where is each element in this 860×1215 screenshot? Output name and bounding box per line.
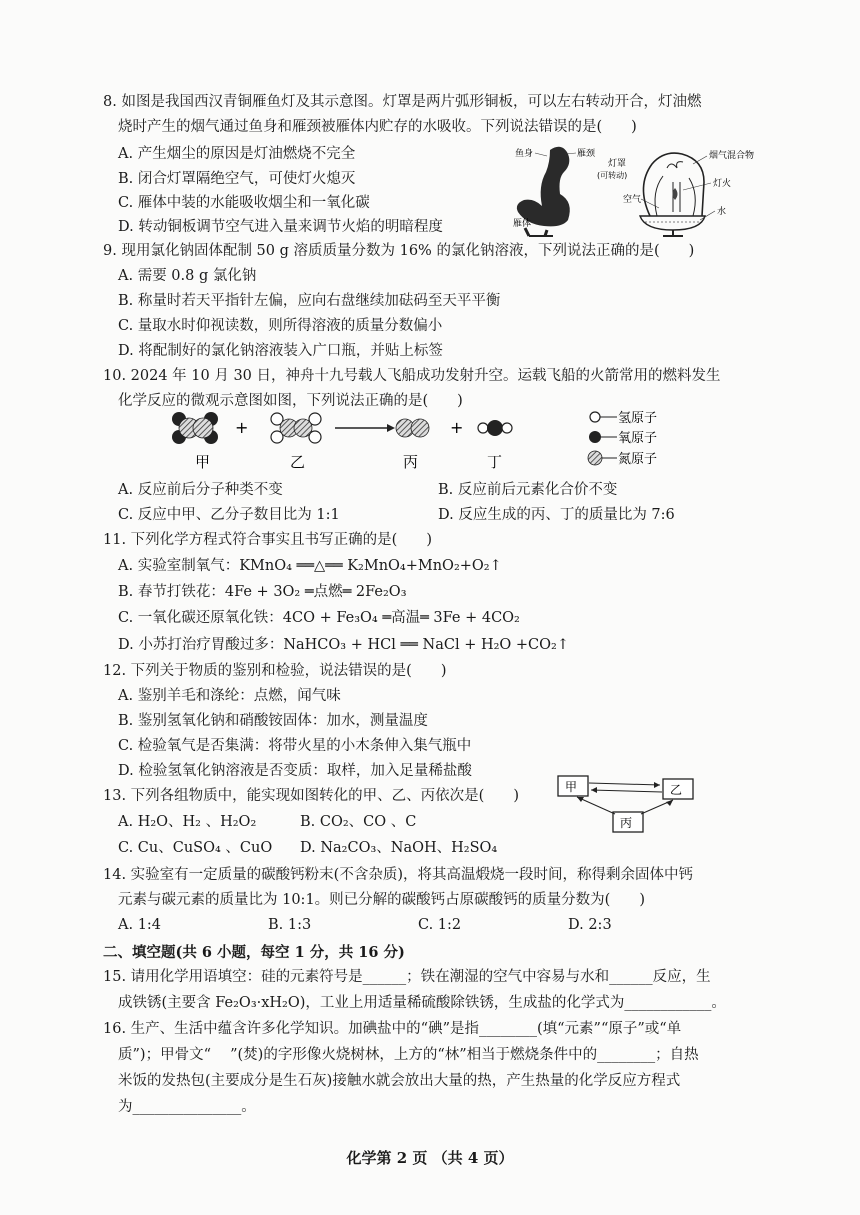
q14-option-d: D. 2:3 (568, 917, 612, 933)
q9-option-a: A. 需要 0.8 g 氯化钠 (118, 268, 257, 284)
molecule-jia (172, 412, 218, 444)
plus-1: + (235, 418, 249, 437)
label-water: 水 (717, 207, 727, 217)
q10-option-c: C. 反应中甲、乙分子数目比为 1:1 (118, 507, 340, 523)
label-rotatable: (可转动) (597, 171, 628, 180)
page-footer: 化学第 2 页 （共 4 页） (346, 1149, 514, 1167)
legend-o: 氧原子 (618, 431, 658, 446)
q9-option-b: B. 称量时若天平指针左偏，应向右盘继续加砝码至天平平衡 (118, 293, 501, 309)
box-yi: 乙 (670, 783, 683, 797)
atom-legend (588, 412, 617, 465)
molecule-ding (478, 420, 512, 436)
label-jia: 甲 (195, 453, 211, 471)
q8-option-b: B. 闭合灯罩隔绝空气，可使灯火熄灭 (118, 171, 356, 187)
legend-h: 氢原子 (618, 411, 658, 426)
q16-line4: 为_______________。 (118, 1099, 256, 1115)
q9-stem: 9. 现用氯化钠固体配制 50 g 溶质质量分数为 16% 的氯化钠溶液，下列说法正确的是( ) (103, 243, 695, 259)
q12-option-d: D. 检验氢氧化钠溶液是否变质：取样，加入足量稀盐酸 (118, 763, 472, 779)
lamp-schematic (640, 153, 705, 236)
q15-line1: 15. 请用化学用语填空：硅的元素符号是______；铁在潮湿的空气中容易与水和______反应，生 (103, 969, 711, 985)
label-ding: 丁 (487, 453, 503, 471)
q14-stem-line2: 元素与碳元素的质量比为 10:1。则已分解的碳酸钙占原碳酸钙的质量分数为( ) (118, 892, 645, 908)
q10-option-d: D. 反应生成的丙、丁的质量比为 7:6 (438, 507, 675, 523)
q12-option-a: A. 鉴别羊毛和涤纶：点燃，闻气味 (118, 688, 341, 704)
label-smoke: 烟气混合物 (709, 151, 755, 161)
q16-line2: 质”)；甲骨文“ ”(焚)的字形像火烧树林，上方的“林”相当于燃烧条件中的________；自热 (118, 1047, 699, 1063)
box-bing: 丙 (620, 816, 633, 830)
q8-stem-line2: 烧时产生的烟气通过鱼身和雁颈被雁体内贮存的水吸收。下列说法错误的是( ) (118, 119, 637, 135)
q8-stem-line1: 8. 如图是我国西汉青铜雁鱼灯及其示意图。灯罩是两片弧形铜板，可以左右转动开合，灯油燃 (103, 94, 702, 110)
q13-option-d: D. Na₂CO₃、NaOH、H₂SO₄ (300, 840, 498, 856)
q14-option-b: B. 1:3 (268, 917, 312, 933)
q12-option-c: C. 检验氧气是否集满：将带火星的小木条伸入集气瓶中 (118, 738, 472, 754)
label-air: 空气 (623, 195, 642, 205)
q9-option-c: C. 量取水时仰视读数，则所得溶液的质量分数偏小 (118, 318, 443, 334)
label-fish: 鱼身 (515, 149, 534, 159)
q9-option-d: D. 将配制好的氯化钠溶液装入广口瓶，并贴上标签 (118, 343, 443, 359)
q11-option-d: D. 小苏打治疗胃酸过多：NaHCO₃ + HCl ══ NaCl + H₂O +CO₂↑ (118, 637, 570, 653)
q10-stem-line1: 10. 2024 年 10 月 30 日，神舟十九号载人飞船成功发射升空。运载飞船的火箭常用的燃料发生 (103, 368, 721, 384)
q8-option-c: C. 雁体中装的水能吸收烟尘和一氧化碳 (118, 195, 370, 211)
reaction-micro-diagram (165, 407, 685, 477)
q13-option-a: A. H₂O、H₂ 、H₂O₂ (118, 814, 257, 830)
box-jia: 甲 (565, 780, 578, 794)
label-flame: 灯火 (713, 179, 732, 189)
q14-option-a: A. 1:4 (118, 917, 162, 933)
q10-option-a: A. 反应前后分子种类不变 (118, 482, 283, 498)
q14-stem-line1: 14. 实验室有一定质量的碳酸钙粉末(不含杂质)，将其高温煅烧一段时间，称得剩余固体中钙 (103, 867, 693, 883)
label-neck: 雁颈 (577, 149, 596, 159)
q14-option-c: C. 1:2 (418, 917, 462, 933)
conversion-diagram (555, 772, 700, 837)
goose-fish-lamp-figure (495, 138, 765, 238)
q13-stem: 13. 下列各组物质中，能实现如图转化的甲、乙、丙依次是( ) (103, 788, 519, 804)
legend-n: 氮原子 (618, 452, 658, 467)
q11-option-a: A. 实验室制氧气：KMnO₄ ══△══ K₂MnO₄+MnO₂+O₂↑ (118, 558, 502, 574)
label-bing: 丙 (403, 453, 419, 471)
label-body: 雁体 (513, 219, 532, 229)
q10-stem-line2: 化学反应的微观示意图如图，下列说法正确的是( ) (118, 393, 463, 409)
q10-option-b: B. 反应前后元素化合价不变 (438, 482, 618, 498)
label-yi: 乙 (290, 453, 306, 471)
q11-stem: 11. 下列化学方程式符合事实且书写正确的是( ) (103, 532, 432, 548)
q16-line3: 米饭的发热包(主要成分是生石灰)接触水就会放出大量的热，产生热量的化学反应方程式 (118, 1073, 681, 1089)
molecule-yi (271, 413, 321, 443)
q11-option-b: B. 春节打铁花：4Fe + 3O₂ ═点燃═ 2Fe₂O₃ (118, 584, 407, 600)
q11-option-c: C. 一氧化碳还原氧化铁：4CO + Fe₃O₄ ═高温═ 3Fe + 4CO₂ (118, 610, 520, 626)
label-shade: 灯罩 (608, 159, 627, 169)
q16-line1: 16. 生产、生活中蕴含许多化学知识。加碘盐中的“碘”是指________(填“元素”“原子”或“单 (103, 1021, 682, 1037)
q8-option-a: A. 产生烟尘的原因是灯油燃烧不完全 (118, 146, 356, 162)
section-fill-in-heading: 二、填空题(共 6 小题，每空 1 分，共 16 分) (103, 944, 405, 961)
q13-option-c: C. Cu、CuSO₄ 、CuO (118, 840, 273, 856)
q12-option-b: B. 鉴别氢氧化钠和硝酸铵固体：加水，测量温度 (118, 713, 428, 729)
plus-2: + (450, 418, 464, 437)
q12-stem: 12. 下列关于物质的鉴别和检验，说法错误的是( ) (103, 663, 447, 679)
q15-line2: 成铁锈(主要含 Fe₂O₃·xH₂O)，工业上用适量稀硫酸除铁锈，生成盐的化学式为____________。 (118, 995, 726, 1011)
molecule-bing (396, 419, 429, 437)
q8-option-d: D. 转动铜板调节空气进入量来调节火焰的明暗程度 (118, 219, 443, 235)
q13-option-b: B. CO₂、CO 、C (300, 814, 417, 830)
